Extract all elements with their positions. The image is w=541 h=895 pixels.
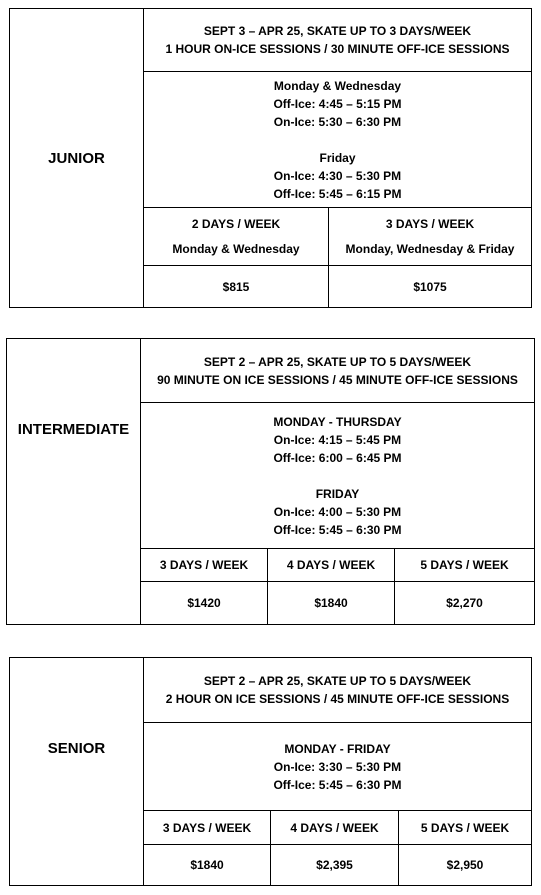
option-days: Monday, Wednesday & Friday [345, 242, 515, 256]
option-label: 3 DAYS / WEEK [385, 217, 475, 231]
schedule-time: On-Ice: 4:30 – 5:30 PM [273, 168, 402, 183]
schedule-cell [143, 722, 531, 810]
session-header [143, 658, 531, 722]
header-line: 90 MINUTE ON ICE SESSIONS / 45 MINUTE OFF-ICE SESSIONS [157, 372, 518, 387]
option-days: Monday & Wednesday [172, 242, 300, 256]
price-cell: $815 [143, 265, 328, 307]
option-cell: 5 DAYS / WEEK [394, 548, 534, 581]
option-cell: 4 DAYS / WEEK [267, 548, 394, 581]
price-cell: $1840 [143, 844, 270, 885]
header-line: SEPT 2 – APR 25, SKATE UP TO 5 DAYS/WEEK [203, 354, 472, 369]
price-cell: $2,270 [394, 581, 534, 624]
price-cell: $1840 [267, 581, 394, 624]
schedule-time: On-Ice: 4:15 – 5:45 PM [273, 432, 402, 447]
header-line: 1 HOUR ON-ICE SESSIONS / 30 MINUTE OFF-ICE SESSIONS [165, 42, 510, 56]
price-cell: $2,395 [270, 844, 398, 885]
schedule-days: MONDAY - FRIDAY [284, 741, 391, 756]
option-cell [328, 207, 531, 265]
schedule-days: Friday [319, 150, 356, 165]
schedule-days: Monday & Wednesday [273, 78, 402, 93]
option-cell: 3 DAYS / WEEK [143, 810, 270, 844]
schedule-time: On-Ice: 4:00 – 5:30 PM [273, 504, 402, 519]
header-line: SEPT 2 – APR 25, SKATE UP TO 5 DAYS/WEEK [203, 674, 472, 688]
level-label: SENIOR [47, 739, 106, 757]
schedule-time: On-Ice: 3:30 – 5:30 PM [273, 759, 402, 774]
schedule-time: Off-Ice: 6:00 – 6:45 PM [273, 450, 402, 465]
schedule-time: Off-Ice: 5:45 – 6:30 PM [273, 777, 402, 792]
junior-table [9, 8, 532, 308]
schedule-cell [140, 402, 534, 548]
header-line: SEPT 3 – APR 25, SKATE UP TO 3 DAYS/WEEK [203, 24, 472, 38]
option-cell [143, 207, 328, 265]
price-cell: $1420 [140, 581, 267, 624]
price-cell: $1075 [328, 265, 531, 307]
intermediate-table [6, 338, 535, 625]
schedule-time: Off-Ice: 5:45 – 6:30 PM [273, 522, 402, 537]
option-label: 2 DAYS / WEEK [191, 217, 281, 231]
price-cell: $2,950 [398, 844, 531, 885]
schedule-days: FRIDAY [315, 486, 360, 501]
senior-table [9, 657, 532, 886]
header-line: 2 HOUR ON ICE SESSIONS / 45 MINUTE OFF-ICE SESSIONS [165, 692, 510, 706]
schedule-time: On-Ice: 5:30 – 6:30 PM [273, 114, 402, 129]
option-cell: 4 DAYS / WEEK [270, 810, 398, 844]
level-label: INTERMEDIATE [17, 420, 130, 438]
schedule-days: MONDAY - THURSDAY [273, 414, 402, 429]
option-cell: 3 DAYS / WEEK [140, 548, 267, 581]
schedule-time: Off-Ice: 4:45 – 5:15 PM [273, 96, 402, 111]
level-label: JUNIOR [48, 149, 105, 167]
schedule-cell [143, 71, 531, 207]
schedule-time: Off-Ice: 5:45 – 6:15 PM [273, 186, 402, 201]
session-header [140, 339, 534, 402]
session-header [143, 9, 531, 71]
option-cell: 5 DAYS / WEEK [398, 810, 531, 844]
